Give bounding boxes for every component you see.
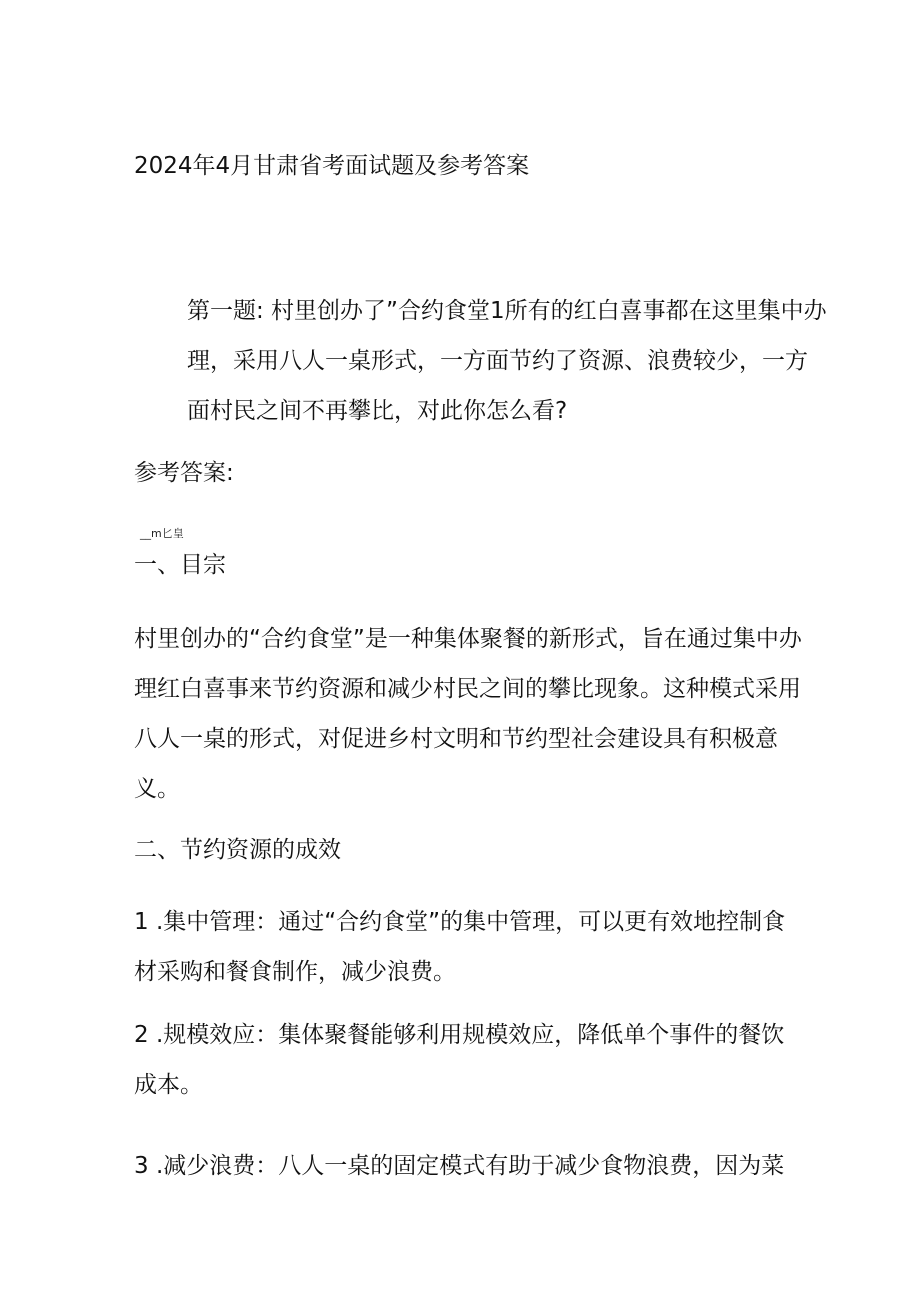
section-heading-1: 一、目宗 xyxy=(134,552,226,578)
answer-label: 参考答案: xyxy=(134,460,234,486)
section-heading-2: 二、节约资源的成效 xyxy=(134,837,341,863)
list-item-1: 1 .集中管理：通过“合约食堂”的集中管理，可以更有效地控制食材采购和餐食制作，减少浪费。 xyxy=(134,909,786,985)
list-item-3: 3 .减少浪费：八人一桌的固定模式有助于减少食物浪费，因为菜 xyxy=(134,1153,785,1179)
question-text: 第一题: 村里创办了”合约食堂1所有的红白喜事都在这里集中办理，采用八人一桌形式，一方面节约了资源、浪费较少，一方面村民之间不再攀比，对此你怎么看? xyxy=(187,298,827,424)
section-1-paragraph: 村里创办的“合约食堂”是一种集体聚餐的新形式，旨在通过集中办理红白喜事来节约资源和减少村民之间的攀比现象。这种模式采用八人一桌的形式，对促进乡村文明和节约型社会建设具有积极意义。 xyxy=(134,626,802,802)
ocr-artifact-text: __m匕皇 xyxy=(140,527,184,540)
list-item-2: 2 .规模效应：集体聚餐能够利用规模效应，降低单个事件的餐饮成本。 xyxy=(134,1022,785,1098)
document-title: 2024年4月甘肃省考面试题及参考答案 xyxy=(134,153,530,179)
